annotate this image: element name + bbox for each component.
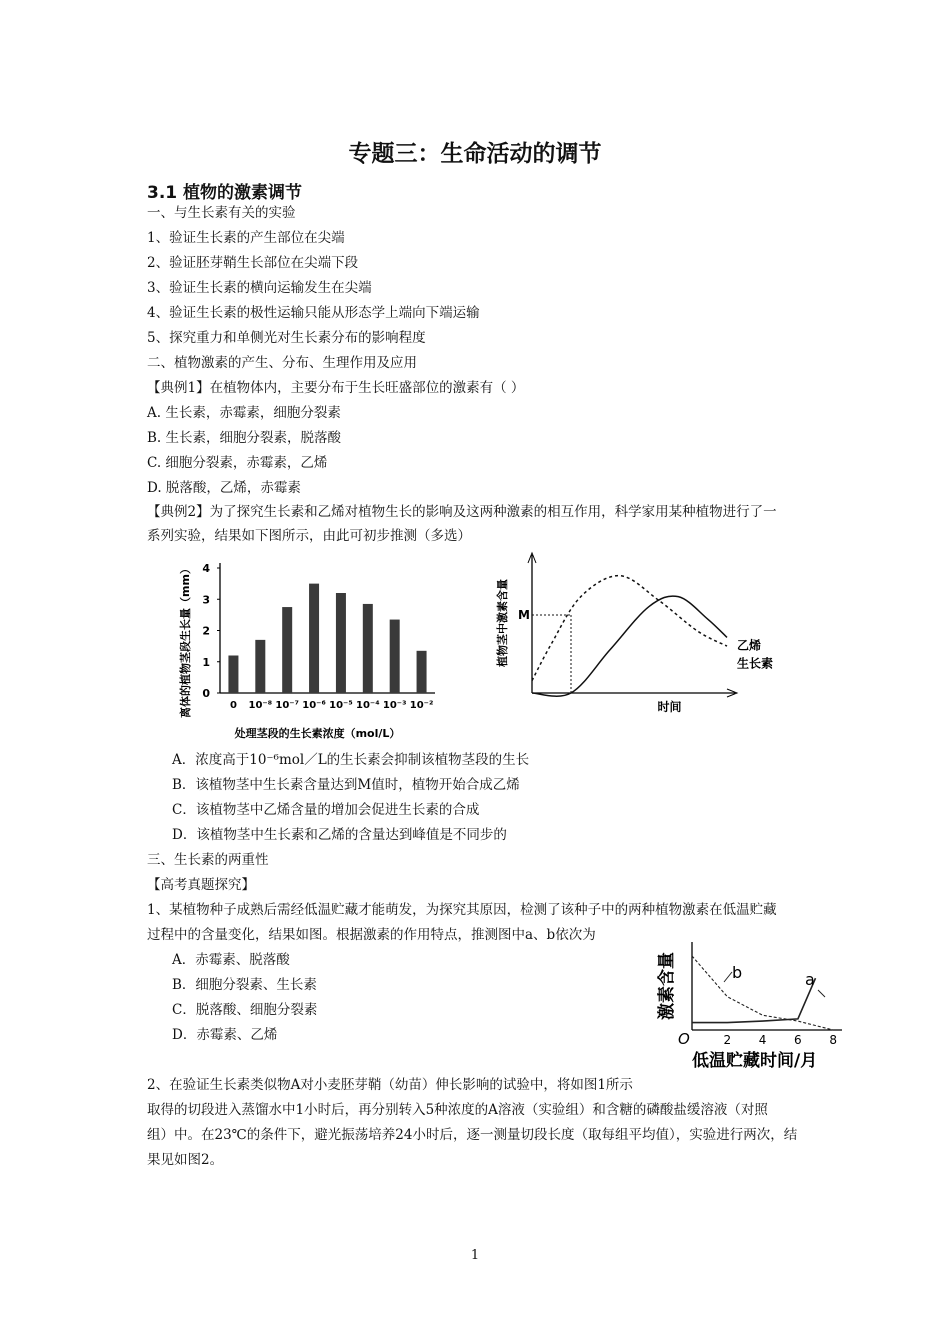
- x-tick-label: 4: [758, 1033, 767, 1047]
- option-c: C. 细胞分裂素，赤霉素，乙烯: [147, 455, 328, 471]
- y-tick-label: 1: [202, 655, 210, 669]
- x-tick-label: 6: [794, 1033, 802, 1047]
- bar: [417, 651, 427, 693]
- storage-hormone-chart: [657, 930, 850, 1075]
- series-b-leader: [724, 972, 732, 982]
- y-tick-label: 2: [202, 624, 210, 638]
- auxin-curve: [532, 576, 727, 681]
- section-heading: 3.1 植物的激素调节: [147, 183, 303, 203]
- series-a-line: [692, 978, 816, 1022]
- text-line: 4、验证生长素的极性运输只能从形态学上端向下端运输: [147, 305, 480, 321]
- ex2-option-d: D．该植物茎中生长素和乙烯的含量达到峰值是不同步的: [172, 827, 507, 843]
- x-axis-label: 处理茎段的生长素浓度（mol/L）: [234, 727, 401, 740]
- bar: [309, 584, 319, 693]
- text-line: 3、验证生长素的横向运输发生在尖端: [147, 280, 372, 296]
- bar: [255, 640, 265, 693]
- text-line: 【高考真题探究】: [147, 877, 255, 893]
- series-a-leader: [818, 990, 825, 997]
- x-axis-label: 时间: [657, 700, 682, 714]
- x-axis-label: 低温贮藏时间/月: [692, 1051, 818, 1071]
- question-2-cont: 取得的切段进入蒸馏水中1小时后，再分别转入5种浓度的A溶液（实验组）和含糖的磷酸盐缓溶液（对照: [147, 1102, 768, 1118]
- text-line: 二、植物激素的产生、分布、生理作用及应用: [147, 355, 417, 371]
- example-2-question-cont: 系列实验，结果如下图所示，由此可初步推测（多选）: [147, 528, 471, 544]
- bar: [282, 607, 292, 693]
- y-axis-label: 激素含量: [657, 952, 677, 1020]
- option-a: A. 生长素，赤霉素，细胞分裂素: [147, 405, 341, 421]
- x-tick-label: 10⁻⁸: [248, 700, 273, 711]
- example-1-question: 【典例1】在植物体内，主要分布于生长旺盛部位的激素有（ ）: [147, 380, 525, 396]
- bar: [228, 656, 238, 694]
- text-line: 一、与生长素有关的实验: [147, 205, 296, 221]
- y-axis-label: 离体的植物茎段生长量（mm）: [179, 563, 192, 718]
- question-2: 2、在验证生长素类似物A对小麦胚芽鞘（幼苗）伸长影响的试验中，将如图1所示: [147, 1077, 633, 1093]
- page-number: 1: [470, 1248, 480, 1263]
- example-2-question: 【典例2】为了探究生长素和乙烯对植物生长的影响及这两种激素的相互作用，科学家用某种植物进行了一: [147, 504, 777, 520]
- bar: [390, 620, 400, 693]
- y-tick-label: 3: [202, 593, 210, 607]
- hormone-line-chart: [490, 548, 795, 723]
- x-tick-label: 0: [229, 700, 237, 711]
- question-1: 1、某植物种子成熟后需经低温贮藏才能萌发，为探究其原因，检测了该种子中的两种植物激素在低温贮藏: [147, 902, 777, 918]
- x-tick-label: 10⁻⁶: [302, 700, 326, 711]
- x-tick-label: 10⁻³: [382, 700, 407, 711]
- text-line: 1、验证生长素的产生部位在尖端: [147, 230, 345, 246]
- q1-option-a: A．赤霉素、脱落酸: [172, 952, 290, 968]
- q1-option-c: C．脱落酸、细胞分裂素: [172, 1002, 318, 1018]
- bar-chart: [175, 548, 445, 743]
- x-tick-label: 10⁻⁴: [356, 700, 380, 711]
- bar: [363, 604, 373, 693]
- text-line: 三、生长素的两重性: [147, 852, 269, 868]
- question-2-cont: 果见如图2。: [147, 1152, 224, 1168]
- question-1-cont: 过程中的含量变化，结果如图。根据激素的作用特点，推测图中a、b依次为: [147, 927, 596, 943]
- x-tick-label: 2: [723, 1033, 732, 1047]
- series-a-label: a: [805, 970, 815, 989]
- text-line: 5、探究重力和单侧光对生长素分布的影响程度: [147, 330, 426, 346]
- legend-auxin: 生长素: [737, 656, 774, 671]
- ex2-option-b: B．该植物茎中生长素含量达到M值时，植物开始合成乙烯: [172, 777, 520, 793]
- x-tick-label: 10⁻⁵: [329, 700, 353, 711]
- m-label: M: [518, 608, 530, 622]
- q1-option-b: B．细胞分裂素、生长素: [172, 977, 317, 993]
- ex2-option-a: A．浓度高于10⁻⁶mol／L的生长素会抑制该植物茎段的生长: [172, 752, 530, 768]
- q1-option-d: D．赤霉素、乙烯: [172, 1027, 278, 1043]
- x-tick-label: 10⁻⁷: [275, 700, 299, 711]
- question-2-cont: 组）中。在23℃的条件下，避光振荡培养24小时后，逐一测量切段长度（取每组平均值），实验进行两次，结: [147, 1127, 798, 1143]
- series-b-label: b: [732, 963, 743, 982]
- series-b-line: [692, 956, 833, 1030]
- text-line: 2、验证胚芽鞘生长部位在尖端下段: [147, 255, 359, 271]
- legend-ethylene: 乙烯: [737, 638, 762, 653]
- origin-label: O: [678, 1030, 690, 1048]
- ex2-option-c: C．该植物茎中乙烯含量的增加会促进生长素的合成: [172, 802, 480, 818]
- y-tick-label: 4: [202, 562, 210, 575]
- option-b: B. 生长素，细胞分裂素，脱落酸: [147, 430, 342, 446]
- x-tick-label: 8: [829, 1033, 837, 1047]
- page-title: 专题三：生命活动的调节: [348, 141, 602, 167]
- y-tick-label: 0: [202, 687, 210, 700]
- bar: [336, 593, 346, 693]
- x-tick-label: 10⁻²: [409, 700, 434, 711]
- option-d: D. 脱落酸，乙烯，赤霉素: [147, 480, 301, 496]
- ethylene-curve: [532, 596, 727, 696]
- y-axis-label: 植物茎中激素含量: [496, 579, 509, 667]
